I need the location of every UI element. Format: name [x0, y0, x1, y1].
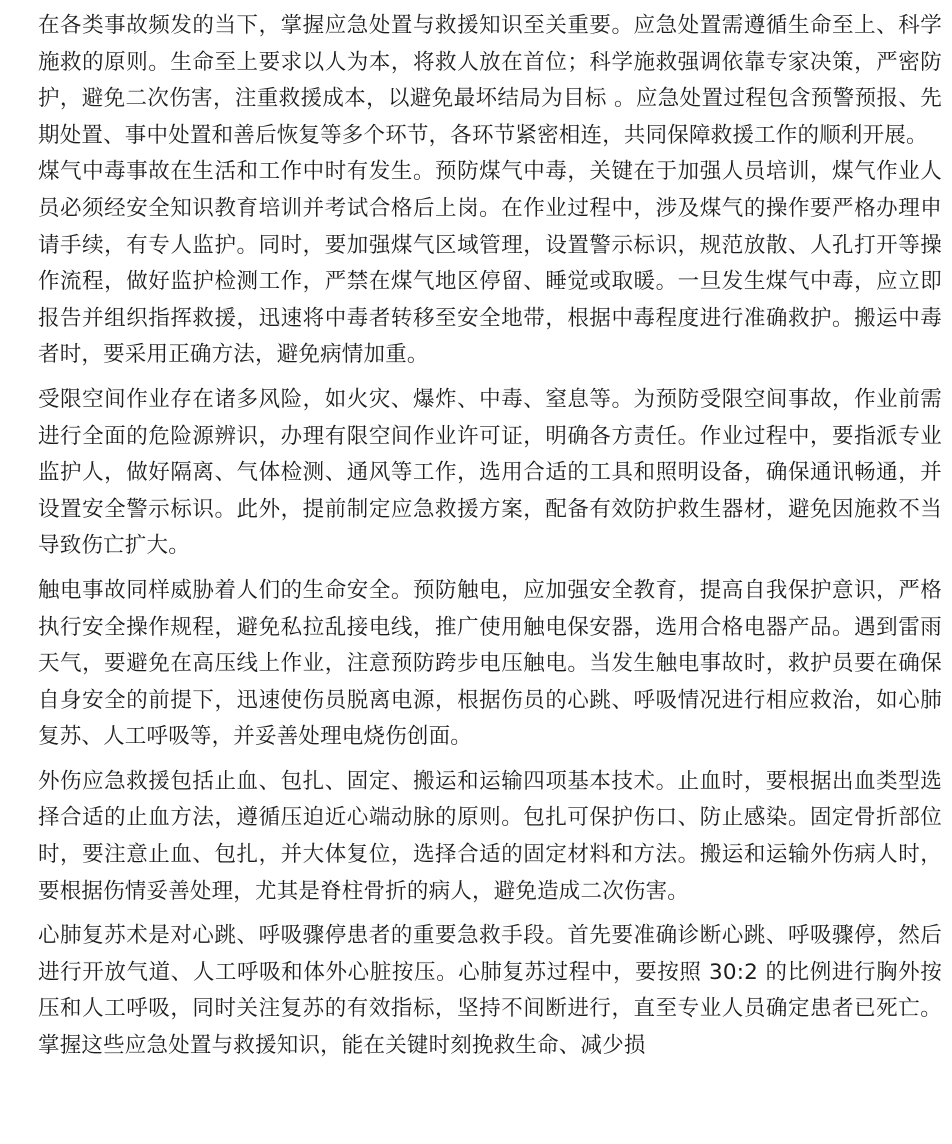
article-body [38, 8, 942, 1065]
paragraph-emergency-principles: 在各类事故频发的当下，掌握应急处置与救援知识至关重要。应急处置需遵循生命至上、科学施救的原则。生命至上要求以人为本，将救人放在首位；科学施救强调依靠专家决策，严密防护，避免二次伤害，注重救援成本，以避免最坏结局为目标 。应急处置过程包含预警预报、先期处置、事中处置和善后恢复等多个环节，各环节紧密相连，共同保障救援工作的顺利开展。 [38, 13, 942, 148]
paragraph-gas-poisoning: 煤气中毒事故在生活和工作中时有发生。预防煤气中毒，关键在于加强人员培训，煤气作业人员必须经安全知识教育培训并考试合格后上岗。在作业过程中，涉及煤气的操作要严格办理申请手续，有专人监护。同时，要加强煤气区域管理，设置警示标识，规范放散、人孔打开等操作流程，做好监护检测工作，严禁在煤气地区停留、睡觉或取暖。一旦发生煤气中毒，应立即报告并组织指挥救援，迅速将中毒者转移至安全地带，根据中毒程度进行准确救护。搬运中毒者时，要采用正确方法，避免病情加重。 [38, 159, 942, 368]
paragraph-trauma-rescue: 外伤应急救援包括止血、包扎、固定、搬运和运输四项基本技术。止血时，要根据出血类型选择合适的止血方法，遵循压迫近心端动脉的原则。包扎可保护伤口、防止感染。固定骨折部位时，要注意止血、包扎，并大体复位，选择合适的固定材料和方法。搬运和运输外伤病人时，要根据伤情妥善处理，尤其是脊柱骨折的病人，避免造成二次伤害。 [38, 768, 942, 904]
paragraph-electric-shock: 触电事故同样威胁着人们的生命安全。预防触电，应加强安全教育，提高自我保护意识，严格执行安全操作规程，避免私拉乱接电线，推广使用触电保安器，选用合格电器产品。遇到雷雨天气，要避免在高压线上作业，注意预防跨步电压触电。当发生触电事故时，救护员要在确保自身安全的前提下，迅速使伤员脱离电源，根据伤员的心跳、呼吸情况进行相应救治，如心肺复苏、人工呼吸等，并妥善处理电烧伤创面。 [38, 577, 942, 750]
paragraph-cpr: 心肺复苏术是对心跳、呼吸骤停患者的重要急救手段。首先要准确诊断心跳、呼吸骤停，然后进行开放气道、人工呼吸和体外心脏按压。心肺复苏过程中，要按照 30:2 的比例进行胸外按压和人工呼吸，同时关注复苏的有效指标，坚持不间断进行，直至专业人员确定患者已死亡。掌握这些应急处置与救援知识，能在关键时刻挽救生命、减少损 [38, 923, 942, 1059]
paragraph-confined-space: 受限空间作业存在诸多风险，如火灾、爆炸、中毒、窒息等。为预防受限空间事故，作业前需进行全面的危险源辨识，办理有限空间作业许可证，明确各方责任。作业过程中，要指派专业监护人，做好隔离、气体检测、通风等工作，选用合适的工具和照明设备，确保通讯畅通，并设置安全警示标识。此外，提前制定应急救援方案，配备有效防护救生器材，避免因施救不当导致伤亡扩大。 [38, 386, 942, 559]
